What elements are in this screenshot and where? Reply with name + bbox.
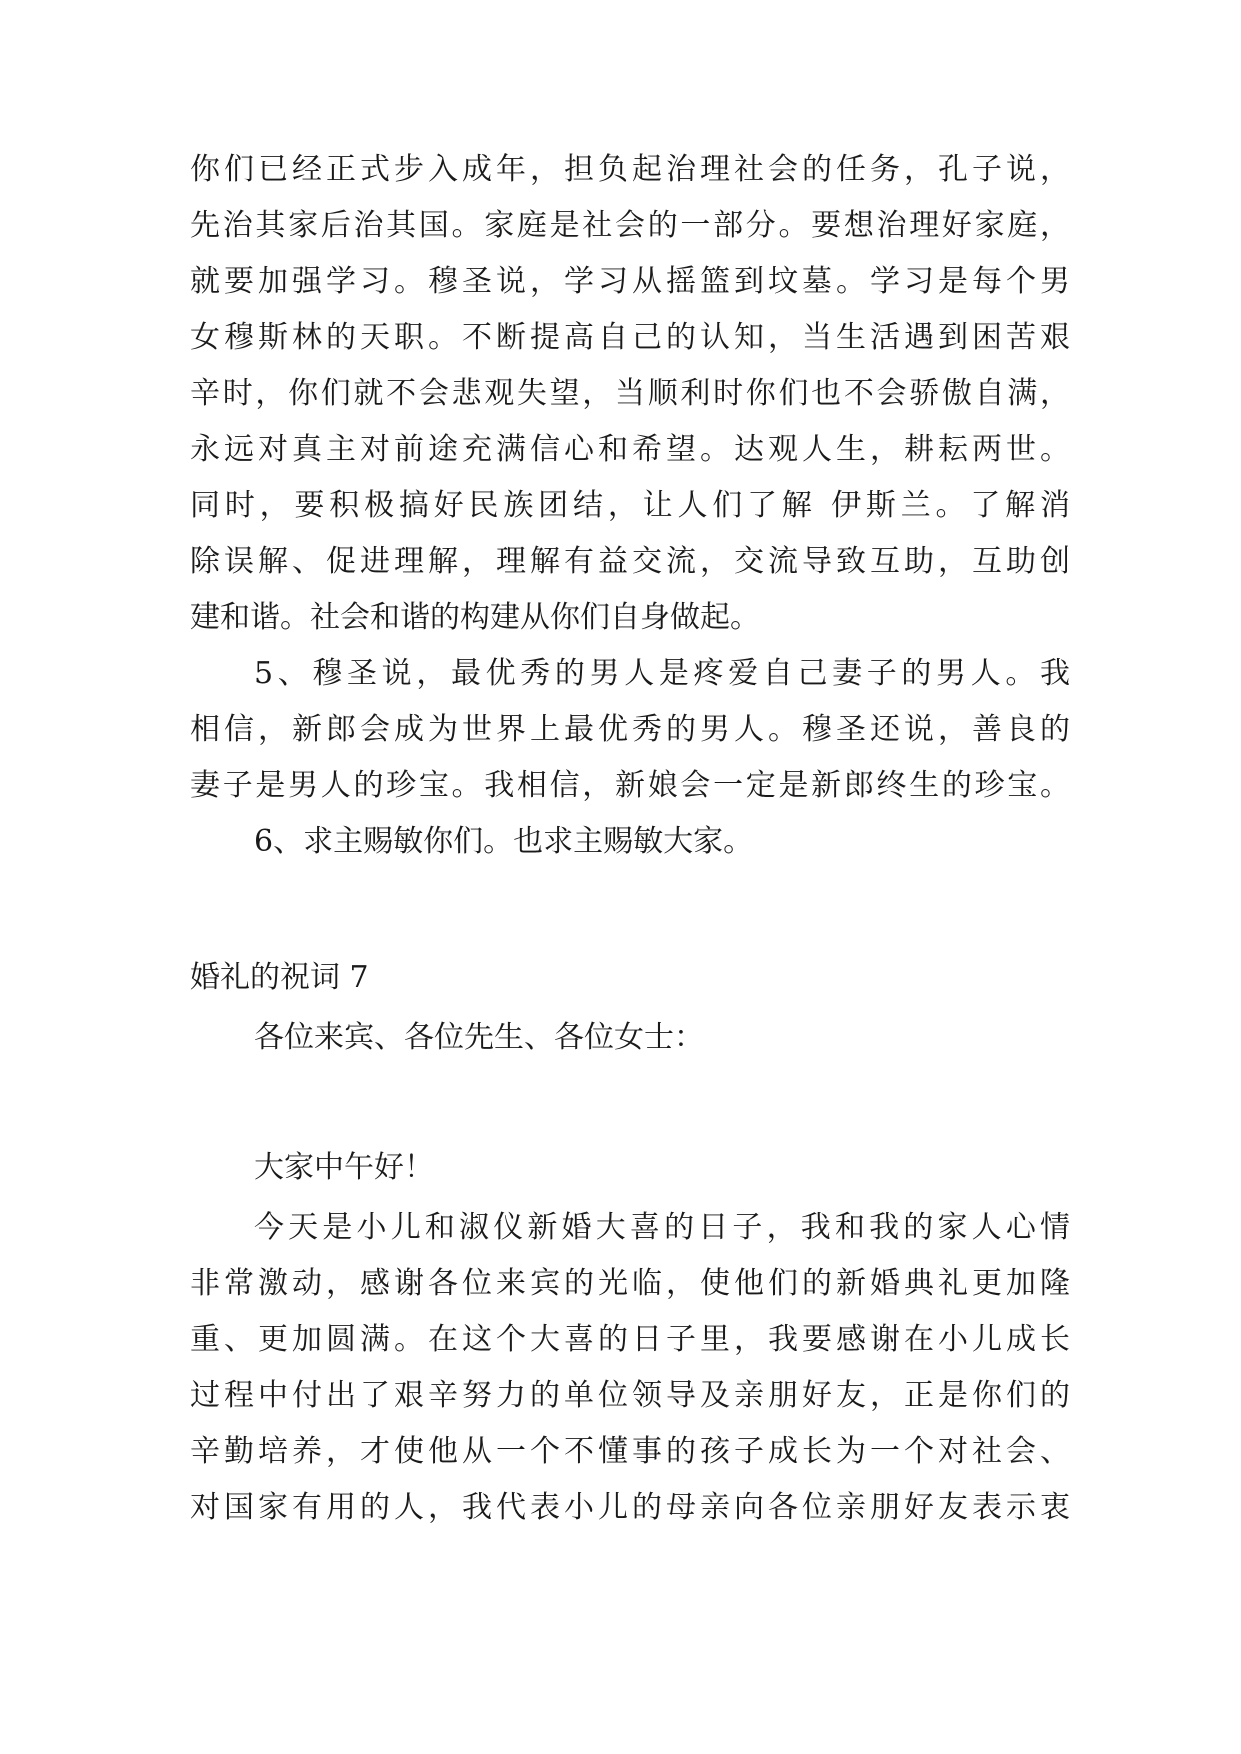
greeting: 大家中午好！ <box>254 1150 434 1185</box>
paragraph-line: 就要加强学习。穆圣说，学习从摇篮到坟墓。学习是每个男 <box>190 264 1070 299</box>
speech-line: 过程中付出了艰辛努力的单位领导及亲朋好友，正是你们的 <box>190 1378 1070 1413</box>
salutation: 各位来宾、各位先生、各位女士： <box>254 1020 704 1055</box>
item-6-line: 6、求主赐敏你们。也求主赐敏大家。 <box>254 824 754 859</box>
item-5-line: 相信，新郎会成为世界上最优秀的男人。穆圣还说，善良的 <box>190 712 1070 747</box>
speech-line: 对国家有用的人，我代表小儿的母亲向各位亲朋好友表示衷 <box>190 1490 1070 1525</box>
paragraph-line: 辛时，你们就不会悲观失望，当顺利时你们也不会骄傲自满， <box>190 376 1070 411</box>
paragraph-line: 女穆斯林的天职。不断提高自己的认知，当生活遇到困苦艰 <box>190 320 1070 355</box>
paragraph-line: 建和谐。社会和谐的构建从你们自身做起。 <box>190 600 760 635</box>
speech-line: 非常激动，感谢各位来宾的光临，使他们的新婚典礼更加隆 <box>190 1266 1070 1301</box>
paragraph-line: 同时，要积极搞好民族团结，让人们了解 伊斯兰。了解消 <box>190 488 1070 523</box>
paragraph-line: 除误解、促进理解，理解有益交流，交流导致互助，互助创 <box>190 544 1070 579</box>
section-title: 婚礼的祝词 7 <box>190 960 369 995</box>
paragraph-line: 永远对真主对前途充满信心和希望。达观人生，耕耘两世。 <box>190 432 1070 467</box>
speech-line: 辛勤培养，才使他从一个不懂事的孩子成长为一个对社会、 <box>190 1434 1070 1469</box>
item-5-line: 妻子是男人的珍宝。我相信，新娘会一定是新郎终生的珍宝。 <box>190 768 1070 803</box>
speech-line: 重、更加圆满。在这个大喜的日子里，我要感谢在小儿成长 <box>190 1322 1070 1357</box>
item-5-line: 5、穆圣说，最优秀的男人是疼爱自己妻子的男人。我 <box>254 656 1070 691</box>
speech-line: 今天是小儿和淑仪新婚大喜的日子，我和我的家人心情 <box>254 1210 1070 1245</box>
paragraph-line: 先治其家后治其国。家庭是社会的一部分。要想治理好家庭， <box>190 208 1070 243</box>
paragraph-line: 你们已经正式步入成年，担负起治理社会的任务，孔子说， <box>190 152 1070 187</box>
